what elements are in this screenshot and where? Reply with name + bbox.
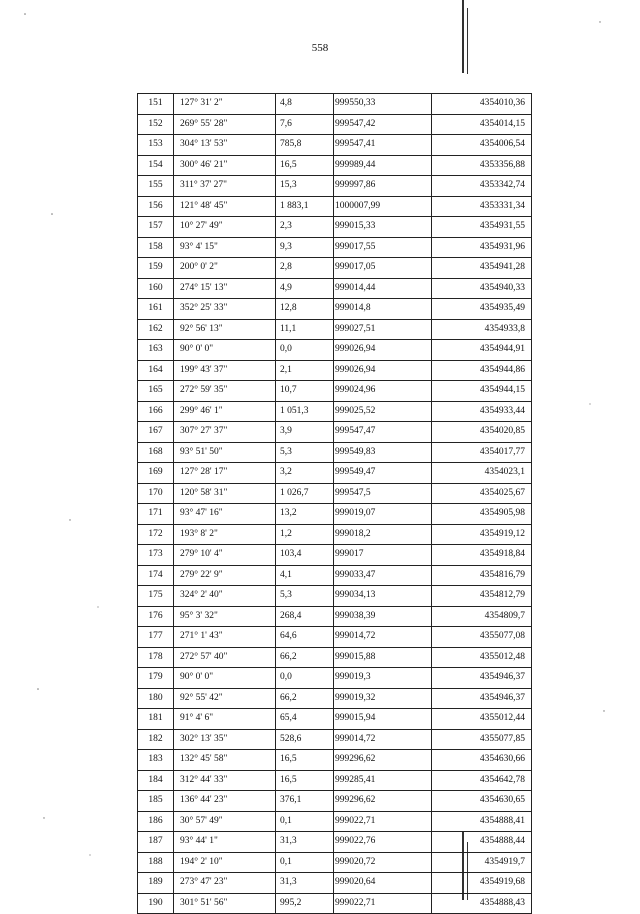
distance-cell: 2,1 xyxy=(276,360,334,381)
table-row xyxy=(138,586,532,607)
table-row xyxy=(138,873,532,894)
point-number-cell: 151 xyxy=(138,94,174,115)
table-row xyxy=(138,114,532,135)
x-coordinate-cell: 999022,71 xyxy=(334,811,432,832)
table-row xyxy=(138,504,532,525)
x-coordinate-cell: 999018,2 xyxy=(334,524,432,545)
table-row xyxy=(138,791,532,812)
table-row xyxy=(138,360,532,381)
distance-cell: 268,4 xyxy=(276,606,334,627)
direction-angle-cell: 199° 43' 37" xyxy=(174,360,276,381)
point-number-cell: 176 xyxy=(138,606,174,627)
y-coordinate-cell: 4354935,49 xyxy=(432,299,532,320)
direction-angle-cell: 272° 59' 35" xyxy=(174,381,276,402)
distance-cell: 12,8 xyxy=(276,299,334,320)
table-row xyxy=(138,442,532,463)
table-row xyxy=(138,750,532,771)
x-coordinate-cell: 999022,71 xyxy=(334,893,432,914)
point-number-cell: 177 xyxy=(138,627,174,648)
distance-cell: 16,5 xyxy=(276,155,334,176)
table-row xyxy=(138,217,532,238)
table-row xyxy=(138,463,532,484)
direction-angle-cell: 269° 55' 28" xyxy=(174,114,276,135)
x-coordinate-cell: 999547,47 xyxy=(334,422,432,443)
y-coordinate-cell: 4354812,79 xyxy=(432,586,532,607)
x-coordinate-cell: 999033,47 xyxy=(334,565,432,586)
y-coordinate-cell: 4354918,84 xyxy=(432,545,532,566)
table-row xyxy=(138,606,532,627)
y-coordinate-cell: 4354014,15 xyxy=(432,114,532,135)
distance-cell: 7,6 xyxy=(276,114,334,135)
point-number-cell: 183 xyxy=(138,750,174,771)
y-coordinate-cell: 4354931,96 xyxy=(432,237,532,258)
direction-angle-cell: 93° 44' 1" xyxy=(174,832,276,853)
y-coordinate-cell: 4353331,34 xyxy=(432,196,532,217)
direction-angle-cell: 194° 2' 10" xyxy=(174,852,276,873)
point-number-cell: 154 xyxy=(138,155,174,176)
distance-cell: 1 051,3 xyxy=(276,401,334,422)
table-row xyxy=(138,545,532,566)
table-row xyxy=(138,135,532,156)
distance-cell: 5,3 xyxy=(276,442,334,463)
distance-cell: 9,3 xyxy=(276,237,334,258)
point-number-cell: 152 xyxy=(138,114,174,135)
point-number-cell: 174 xyxy=(138,565,174,586)
table-row xyxy=(138,258,532,279)
table-row xyxy=(138,94,532,115)
x-coordinate-cell: 999019,07 xyxy=(334,504,432,525)
y-coordinate-cell: 4354905,98 xyxy=(432,504,532,525)
direction-angle-cell: 93° 51' 50" xyxy=(174,442,276,463)
point-number-cell: 169 xyxy=(138,463,174,484)
x-coordinate-cell: 999015,88 xyxy=(334,647,432,668)
coordinates-table xyxy=(137,93,532,914)
point-number-cell: 172 xyxy=(138,524,174,545)
direction-angle-cell: 90° 0' 0" xyxy=(174,668,276,689)
table-row xyxy=(138,729,532,750)
direction-angle-cell: 307° 27' 37" xyxy=(174,422,276,443)
x-coordinate-cell: 999022,76 xyxy=(334,832,432,853)
x-coordinate-cell: 999019,32 xyxy=(334,688,432,709)
distance-cell: 0,1 xyxy=(276,852,334,873)
x-coordinate-cell: 999547,42 xyxy=(334,114,432,135)
distance-cell: 103,4 xyxy=(276,545,334,566)
y-coordinate-cell: 4354946,37 xyxy=(432,688,532,709)
distance-cell: 4,9 xyxy=(276,278,334,299)
y-coordinate-cell: 4354931,55 xyxy=(432,217,532,238)
table-row xyxy=(138,647,532,668)
distance-cell: 15,3 xyxy=(276,176,334,197)
y-coordinate-cell: 4355077,08 xyxy=(432,627,532,648)
direction-angle-cell: 95° 3' 32" xyxy=(174,606,276,627)
y-coordinate-cell: 4354888,41 xyxy=(432,811,532,832)
distance-cell: 16,5 xyxy=(276,750,334,771)
direction-angle-cell: 10° 27' 49" xyxy=(174,217,276,238)
y-coordinate-cell: 4354025,67 xyxy=(432,483,532,504)
x-coordinate-cell: 999038,39 xyxy=(334,606,432,627)
point-number-cell: 175 xyxy=(138,586,174,607)
x-coordinate-cell: 999034,13 xyxy=(334,586,432,607)
x-coordinate-cell: 999014,44 xyxy=(334,278,432,299)
direction-angle-cell: 272° 57' 40" xyxy=(174,647,276,668)
direction-angle-cell: 193° 8' 2" xyxy=(174,524,276,545)
distance-cell: 4,8 xyxy=(276,94,334,115)
point-number-cell: 168 xyxy=(138,442,174,463)
point-number-cell: 153 xyxy=(138,135,174,156)
direction-angle-cell: 200° 0' 2" xyxy=(174,258,276,279)
x-coordinate-cell: 999015,94 xyxy=(334,709,432,730)
direction-angle-cell: 352° 25' 33" xyxy=(174,299,276,320)
point-number-cell: 166 xyxy=(138,401,174,422)
point-number-cell: 171 xyxy=(138,504,174,525)
table-row xyxy=(138,709,532,730)
x-coordinate-cell: 999026,94 xyxy=(334,340,432,361)
direction-angle-cell: 127° 31' 2" xyxy=(174,94,276,115)
table-row xyxy=(138,627,532,648)
y-coordinate-cell: 4354919,7 xyxy=(432,852,532,873)
y-coordinate-cell: 4354809,7 xyxy=(432,606,532,627)
table-row xyxy=(138,688,532,709)
direction-angle-cell: 273° 47' 23" xyxy=(174,873,276,894)
point-number-cell: 163 xyxy=(138,340,174,361)
direction-angle-cell: 121° 48' 45" xyxy=(174,196,276,217)
y-coordinate-cell: 4354642,78 xyxy=(432,770,532,791)
x-coordinate-cell: 999017 xyxy=(334,545,432,566)
distance-cell: 65,4 xyxy=(276,709,334,730)
direction-angle-cell: 92° 56' 13" xyxy=(174,319,276,340)
y-coordinate-cell: 4354940,33 xyxy=(432,278,532,299)
direction-angle-cell: 304° 13' 53" xyxy=(174,135,276,156)
direction-angle-cell: 136° 44' 23" xyxy=(174,791,276,812)
y-coordinate-cell: 4354944,91 xyxy=(432,340,532,361)
page-number: 558 xyxy=(311,42,329,54)
distance-cell: 66,2 xyxy=(276,688,334,709)
x-coordinate-cell: 999549,47 xyxy=(334,463,432,484)
distance-cell: 1 026,7 xyxy=(276,483,334,504)
direction-angle-cell: 299° 46' 1" xyxy=(174,401,276,422)
table-row xyxy=(138,278,532,299)
direction-angle-cell: 302° 13' 35" xyxy=(174,729,276,750)
y-coordinate-cell: 4355012,48 xyxy=(432,647,532,668)
direction-angle-cell: 93° 47' 16" xyxy=(174,504,276,525)
point-number-cell: 180 xyxy=(138,688,174,709)
point-number-cell: 158 xyxy=(138,237,174,258)
table-row xyxy=(138,237,532,258)
x-coordinate-cell: 999024,96 xyxy=(334,381,432,402)
direction-angle-cell: 120° 58' 31" xyxy=(174,483,276,504)
x-coordinate-cell: 999025,52 xyxy=(334,401,432,422)
y-coordinate-cell: 4354919,68 xyxy=(432,873,532,894)
table-row xyxy=(138,299,532,320)
distance-cell: 31,3 xyxy=(276,832,334,853)
y-coordinate-cell: 4354933,8 xyxy=(432,319,532,340)
y-coordinate-cell: 4354816,79 xyxy=(432,565,532,586)
direction-angle-cell: 127° 28' 17" xyxy=(174,463,276,484)
x-coordinate-cell: 999285,41 xyxy=(334,770,432,791)
y-coordinate-cell: 4353356,88 xyxy=(432,155,532,176)
y-coordinate-cell: 4354944,86 xyxy=(432,360,532,381)
y-coordinate-cell: 4354023,1 xyxy=(432,463,532,484)
table-row xyxy=(138,401,532,422)
y-coordinate-cell: 4354010,36 xyxy=(432,94,532,115)
distance-cell: 995,2 xyxy=(276,893,334,914)
direction-angle-cell: 312° 44' 33" xyxy=(174,770,276,791)
table-row xyxy=(138,668,532,689)
distance-cell: 2,8 xyxy=(276,258,334,279)
table-row xyxy=(138,770,532,791)
y-coordinate-cell: 4354941,28 xyxy=(432,258,532,279)
table-row xyxy=(138,893,532,914)
point-number-cell: 164 xyxy=(138,360,174,381)
x-coordinate-cell: 999026,94 xyxy=(334,360,432,381)
x-coordinate-cell: 999547,5 xyxy=(334,483,432,504)
table-row xyxy=(138,524,532,545)
point-number-cell: 185 xyxy=(138,791,174,812)
x-coordinate-cell: 999019,3 xyxy=(334,668,432,689)
x-coordinate-cell: 999027,51 xyxy=(334,319,432,340)
direction-angle-cell: 91° 4' 6" xyxy=(174,709,276,730)
direction-angle-cell: 132° 45' 58" xyxy=(174,750,276,771)
y-coordinate-cell: 4354933,44 xyxy=(432,401,532,422)
y-coordinate-cell: 4353342,74 xyxy=(432,176,532,197)
x-coordinate-cell: 999296,62 xyxy=(334,791,432,812)
point-number-cell: 186 xyxy=(138,811,174,832)
direction-angle-cell: 274° 15' 13" xyxy=(174,278,276,299)
x-coordinate-cell: 999017,05 xyxy=(334,258,432,279)
x-coordinate-cell: 999550,33 xyxy=(334,94,432,115)
direction-angle-cell: 324° 2' 40" xyxy=(174,586,276,607)
direction-angle-cell: 279° 22' 9" xyxy=(174,565,276,586)
distance-cell: 13,2 xyxy=(276,504,334,525)
point-number-cell: 182 xyxy=(138,729,174,750)
distance-cell: 16,5 xyxy=(276,770,334,791)
scan-margin-line-top xyxy=(462,0,464,73)
distance-cell: 3,2 xyxy=(276,463,334,484)
distance-cell: 5,3 xyxy=(276,586,334,607)
point-number-cell: 161 xyxy=(138,299,174,320)
table-row xyxy=(138,811,532,832)
y-coordinate-cell: 4354630,66 xyxy=(432,750,532,771)
point-number-cell: 156 xyxy=(138,196,174,217)
distance-cell: 31,3 xyxy=(276,873,334,894)
coordinates-table-body xyxy=(138,94,532,914)
table-row xyxy=(138,381,532,402)
x-coordinate-cell: 999020,72 xyxy=(334,852,432,873)
point-number-cell: 170 xyxy=(138,483,174,504)
distance-cell: 1 883,1 xyxy=(276,196,334,217)
distance-cell: 0,0 xyxy=(276,668,334,689)
x-coordinate-cell: 999014,72 xyxy=(334,729,432,750)
table-row xyxy=(138,196,532,217)
point-number-cell: 178 xyxy=(138,647,174,668)
point-number-cell: 155 xyxy=(138,176,174,197)
table-row xyxy=(138,852,532,873)
table-row xyxy=(138,483,532,504)
table-row xyxy=(138,832,532,853)
x-coordinate-cell: 999296,62 xyxy=(334,750,432,771)
point-number-cell: 167 xyxy=(138,422,174,443)
direction-angle-cell: 271° 1' 43" xyxy=(174,627,276,648)
direction-angle-cell: 93° 4' 15" xyxy=(174,237,276,258)
x-coordinate-cell: 999020,64 xyxy=(334,873,432,894)
distance-cell: 4,1 xyxy=(276,565,334,586)
y-coordinate-cell: 4354946,37 xyxy=(432,668,532,689)
point-number-cell: 159 xyxy=(138,258,174,279)
table-row xyxy=(138,319,532,340)
direction-angle-cell: 92° 55' 42" xyxy=(174,688,276,709)
y-coordinate-cell: 4354020,85 xyxy=(432,422,532,443)
y-coordinate-cell: 4354944,15 xyxy=(432,381,532,402)
distance-cell: 10,7 xyxy=(276,381,334,402)
point-number-cell: 179 xyxy=(138,668,174,689)
direction-angle-cell: 279° 10' 4" xyxy=(174,545,276,566)
direction-angle-cell: 90° 0' 0" xyxy=(174,340,276,361)
distance-cell: 2,3 xyxy=(276,217,334,238)
distance-cell: 0,0 xyxy=(276,340,334,361)
distance-cell: 66,2 xyxy=(276,647,334,668)
x-coordinate-cell: 999547,41 xyxy=(334,135,432,156)
point-number-cell: 160 xyxy=(138,278,174,299)
direction-angle-cell: 30° 57' 49" xyxy=(174,811,276,832)
distance-cell: 785,8 xyxy=(276,135,334,156)
table-row xyxy=(138,340,532,361)
distance-cell: 1,2 xyxy=(276,524,334,545)
y-coordinate-cell: 4354630,65 xyxy=(432,791,532,812)
y-coordinate-cell: 4354017,77 xyxy=(432,442,532,463)
point-number-cell: 190 xyxy=(138,893,174,914)
x-coordinate-cell: 999997,86 xyxy=(334,176,432,197)
distance-cell: 376,1 xyxy=(276,791,334,812)
y-coordinate-cell: 4354888,44 xyxy=(432,832,532,853)
x-coordinate-cell: 999549,83 xyxy=(334,442,432,463)
direction-angle-cell: 311° 37' 27" xyxy=(174,176,276,197)
scan-margin-line-top-thin xyxy=(467,8,468,74)
direction-angle-cell: 301° 51' 56" xyxy=(174,893,276,914)
x-coordinate-cell: 999017,55 xyxy=(334,237,432,258)
point-number-cell: 165 xyxy=(138,381,174,402)
point-number-cell: 188 xyxy=(138,852,174,873)
x-coordinate-cell: 999014,8 xyxy=(334,299,432,320)
table-row xyxy=(138,565,532,586)
point-number-cell: 157 xyxy=(138,217,174,238)
y-coordinate-cell: 4355012,44 xyxy=(432,709,532,730)
distance-cell: 528,6 xyxy=(276,729,334,750)
distance-cell: 11,1 xyxy=(276,319,334,340)
x-coordinate-cell: 999015,33 xyxy=(334,217,432,238)
point-number-cell: 162 xyxy=(138,319,174,340)
distance-cell: 3,9 xyxy=(276,422,334,443)
distance-cell: 0,1 xyxy=(276,811,334,832)
x-coordinate-cell: 999989,44 xyxy=(334,155,432,176)
x-coordinate-cell: 999014,72 xyxy=(334,627,432,648)
table-row xyxy=(138,422,532,443)
table-row xyxy=(138,176,532,197)
x-coordinate-cell: 1000007,99 xyxy=(334,196,432,217)
point-number-cell: 184 xyxy=(138,770,174,791)
point-number-cell: 187 xyxy=(138,832,174,853)
direction-angle-cell: 300° 46' 21" xyxy=(174,155,276,176)
point-number-cell: 181 xyxy=(138,709,174,730)
y-coordinate-cell: 4355077,85 xyxy=(432,729,532,750)
y-coordinate-cell: 4354919,12 xyxy=(432,524,532,545)
point-number-cell: 189 xyxy=(138,873,174,894)
y-coordinate-cell: 4354888,43 xyxy=(432,893,532,914)
y-coordinate-cell: 4354006,54 xyxy=(432,135,532,156)
distance-cell: 64,6 xyxy=(276,627,334,648)
table-row xyxy=(138,155,532,176)
point-number-cell: 173 xyxy=(138,545,174,566)
